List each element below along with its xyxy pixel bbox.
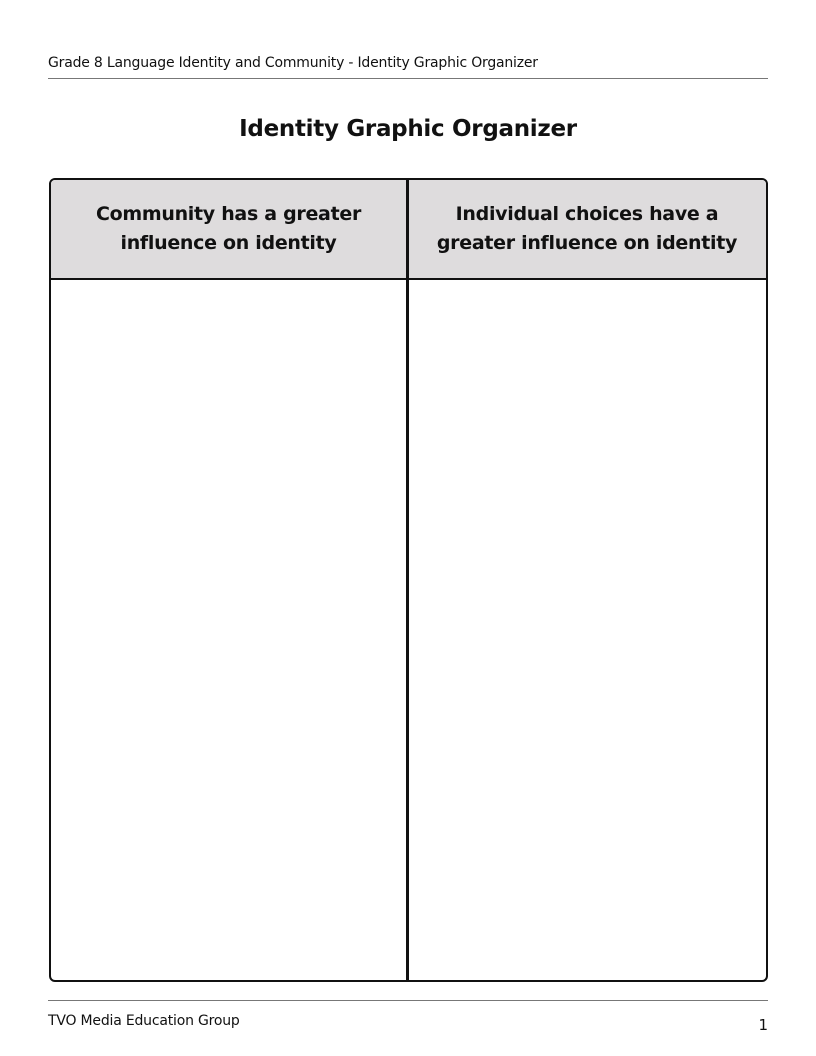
header-divider	[48, 78, 768, 79]
page-number: 1	[758, 1016, 768, 1034]
page-title: Identity Graphic Organizer	[239, 116, 577, 142]
page-header-text: Grade 8 Language Identity and Community - Identity Graphic Organizer	[48, 55, 538, 71]
column-heading-community: Community has a greater influence on identity	[95, 203, 362, 254]
answer-area-community[interactable]	[51, 280, 406, 980]
footer-divider	[48, 1000, 768, 1001]
column-heading-individual-choices: Individual choices have a greater influence on identity	[436, 203, 738, 254]
footer-text: TVO Media Education Group	[48, 1013, 240, 1029]
graphic-organizer-table	[49, 178, 768, 982]
answer-area-individual-choices[interactable]	[408, 280, 766, 980]
